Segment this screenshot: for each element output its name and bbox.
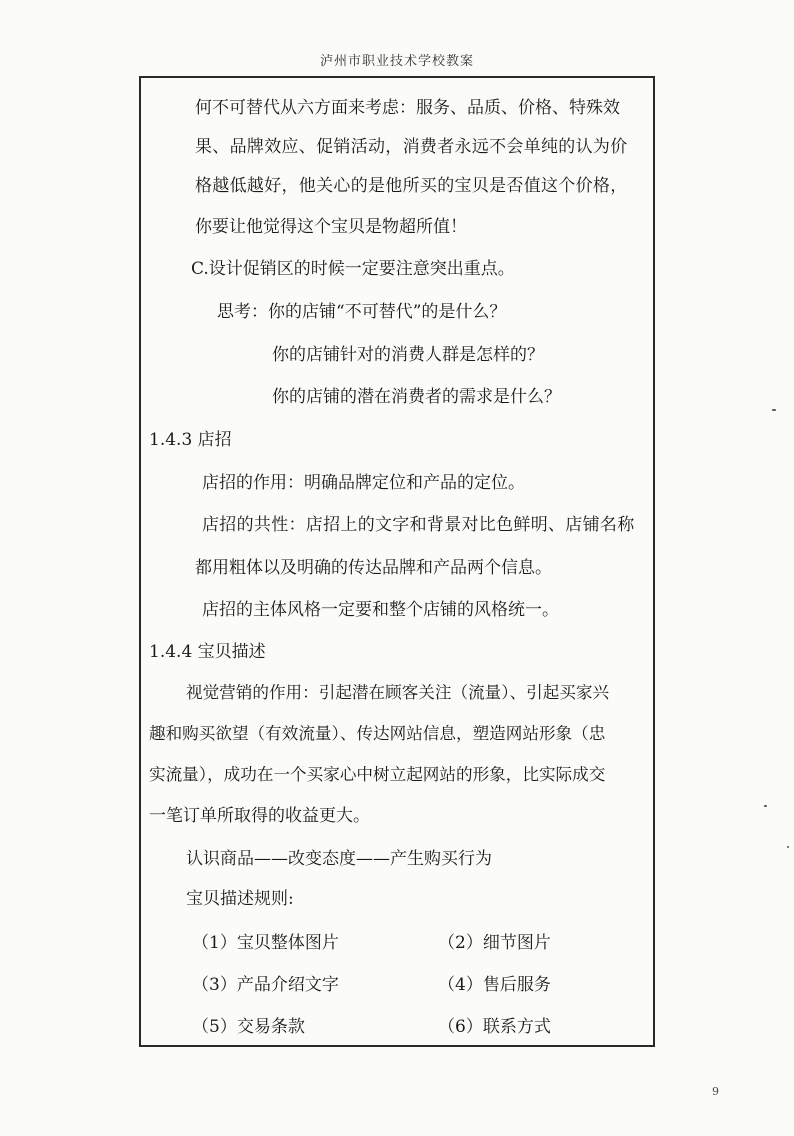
section-heading: 1.4.4 宝贝描述 bbox=[149, 642, 266, 662]
scan-speck bbox=[764, 805, 767, 807]
rule-item: （5）交易条款 bbox=[192, 1017, 305, 1037]
body-line: 实流量），成功在一个买家心中树立起网站的形象，比实际成交 bbox=[149, 765, 606, 784]
body-line: 果、品牌效应、促销活动，消费者永远不会单纯的认为价 bbox=[195, 137, 628, 157]
body-line: 认识商品——改变态度——产生购买行为 bbox=[186, 849, 492, 869]
rule-item: （1）宝贝整体图片 bbox=[192, 933, 339, 953]
think-question: 你的店铺的潜在消费者的需求是什么？ bbox=[272, 387, 561, 407]
rule-item: （2）细节图片 bbox=[438, 933, 551, 953]
body-line: 都用粗体以及明确的传达品牌和产品两个信息。 bbox=[195, 558, 552, 578]
body-line: 你要让他觉得这个宝贝是物超所值！ bbox=[195, 217, 467, 237]
body-line: C.设计促销区的时候一定要注意突出重点。 bbox=[191, 259, 515, 279]
rule-item: （4）售后服务 bbox=[438, 975, 551, 995]
page-number: 9 bbox=[712, 1085, 719, 1098]
rule-item: （6）联系方式 bbox=[438, 1017, 551, 1037]
body-line: 趣和购买欲望（有效流量）、传达网站信息，塑造网站形象（忠 bbox=[149, 724, 606, 743]
body-line: 店招的主体风格一定要和整个店铺的风格统一。 bbox=[202, 600, 559, 620]
think-question: 你的店铺针对的消费人群是怎样的？ bbox=[272, 345, 544, 365]
body-line: 店招的作用：明确品牌定位和产品的定位。 bbox=[202, 473, 525, 493]
rule-item: （3）产品介绍文字 bbox=[192, 975, 339, 995]
section-heading: 1.4.3 店招 bbox=[149, 430, 232, 450]
scan-speck bbox=[772, 409, 776, 411]
body-line: 视觉营销的作用：引起潜在顾客关注（流量）、引起买家兴 bbox=[186, 683, 610, 702]
page-header: 泸州市职业技术学校教案 bbox=[319, 54, 474, 69]
body-line: 宝贝描述规则: bbox=[186, 889, 294, 909]
scan-speck bbox=[787, 846, 789, 848]
body-line: 店招的共性：店招上的文字和背景对比色鲜明、店铺名称 bbox=[202, 515, 635, 535]
think-question: 思考：你的店铺“不可替代”的是什么？ bbox=[217, 302, 507, 322]
body-line: 何不可替代从六方面来考虑：服务、品质、价格、特殊效 bbox=[195, 98, 620, 118]
body-line: 格越低越好，他关心的是他所买的宝贝是否值这个价格， bbox=[195, 176, 628, 196]
body-line: 一笔订单所取得的收益更大。 bbox=[149, 806, 370, 826]
